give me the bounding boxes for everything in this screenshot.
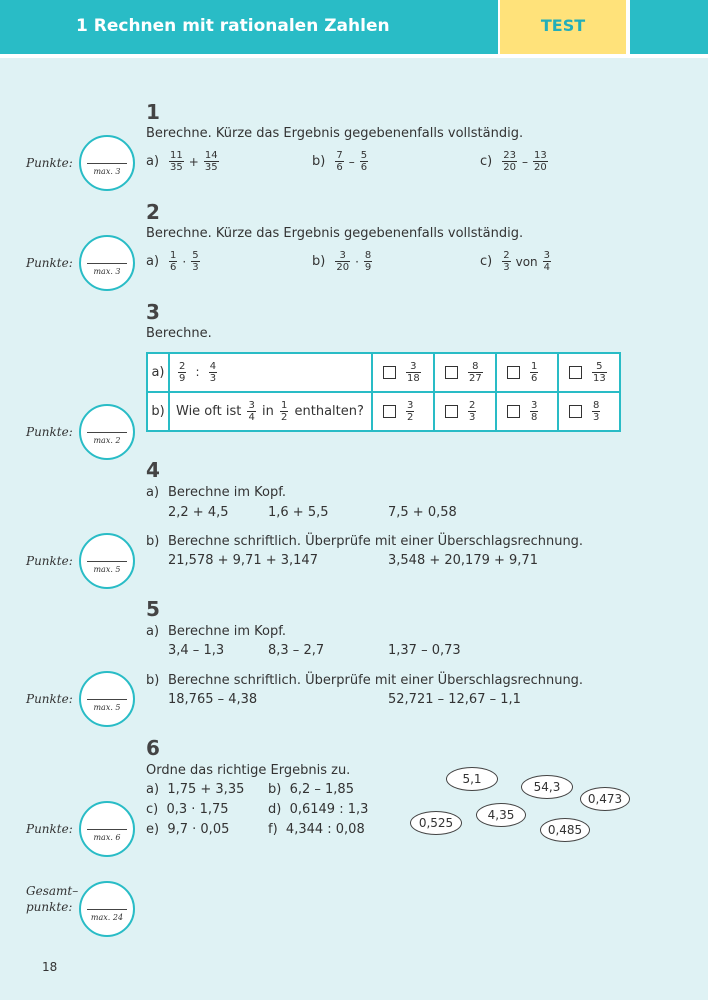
item-expression: 0,3 · 1,75 [166,802,229,817]
calc-item: 1,37 – 0,73 [388,643,461,658]
calc-item: 7,5 + 0,58 [388,505,457,520]
exercise-1b [312,150,370,173]
denominator: 6 [360,162,368,173]
denominator: 6 [170,262,177,273]
denominator: 4 [543,262,551,273]
denominator: 3 [593,412,600,423]
test-label: TEST [540,16,586,35]
task-number: 2 [146,200,160,224]
answer-option[interactable] [372,392,434,431]
calc-item: 3,548 + 20,179 + 9,71 [388,553,538,568]
numerator: 2 [469,400,476,411]
max-points: max. 2 [93,436,121,445]
max-points: max. 5 [93,703,121,712]
numerator: 3 [543,250,551,261]
table-row [147,353,620,392]
operator: – [521,154,528,169]
numerator: 5 [192,250,199,261]
fraction [543,250,551,273]
checkbox[interactable] [383,405,396,418]
max-points: max. 6 [93,833,121,842]
checkbox[interactable] [507,405,520,418]
checkbox[interactable] [507,366,520,379]
item-label: e) [146,822,160,837]
item-expression: 4,344 : 0,08 [285,822,365,837]
fraction [335,150,343,173]
multiple-choice-table [146,352,621,432]
item-label: c) [146,802,159,817]
fraction [280,400,288,423]
denominator: 35 [204,162,218,173]
denominator: 13 [593,373,606,384]
answer-option[interactable] [434,353,496,392]
points-line [87,432,127,433]
question-text: enthalten? [294,404,364,419]
operator: + [188,154,199,169]
numerator: 3 [410,361,417,372]
fraction [406,400,414,423]
exercise-label: b) [312,254,326,269]
operator: : [195,365,200,379]
denominator: 18 [407,373,420,384]
points-label: Punkte: [26,256,73,270]
denominator: 9 [364,262,372,273]
answer-option[interactable] [434,392,496,431]
numerator: 8 [593,400,600,411]
denominator: 20 [533,162,547,173]
points-line [87,829,127,830]
row-label: a) [147,353,169,392]
answer-option[interactable] [496,353,558,392]
exercise-label: a) [146,154,160,169]
task-instruction: Berechne. [146,326,212,341]
numerator: 1 [280,400,288,411]
exercise-label: c) [480,254,493,269]
numerator: 7 [336,150,343,161]
fraction [406,361,421,384]
numerator: 11 [170,150,183,161]
fraction [364,250,372,273]
calc-item: 2,2 + 4,5 [168,505,229,520]
fraction [530,361,538,384]
fraction [169,150,184,173]
points-line [87,561,127,562]
points-field[interactable] [79,404,135,460]
exercise-2c [480,250,553,273]
calc-item: 1,6 + 5,5 [268,505,329,520]
checkbox[interactable] [569,405,582,418]
calc-item: 18,765 – 4,38 [168,692,258,707]
calc-item: 8,3 – 2,7 [268,643,325,658]
numerator: 4 [209,361,217,372]
points-line [87,263,127,264]
calc-item: 21,578 + 9,71 + 3,147 [168,553,318,568]
item-label: b) [268,782,282,797]
fraction [592,361,607,384]
calc-item: 52,721 – 12,67 – 1,1 [388,692,521,707]
answer-option[interactable] [558,392,620,431]
task-number: 4 [146,458,160,482]
match-item [146,782,244,797]
total-points-label: punkte: [26,900,73,914]
fraction [335,250,350,273]
result-oval[interactable]: 54,3 [521,775,573,799]
exercise-2a [146,250,202,273]
item-expression: 9,7 · 0,05 [167,822,230,837]
points-line [87,699,127,700]
denominator: 2 [280,412,288,423]
exercise-label: c) [480,154,493,169]
question-cell [169,353,372,392]
numerator: 2 [179,361,186,372]
fraction [209,361,217,384]
points-line [87,909,127,910]
denominator: 3 [192,262,199,273]
numerator: 3 [531,400,538,411]
operator: · [182,254,187,269]
numerator: 8 [472,361,479,372]
task-number: 5 [146,597,160,621]
denominator: 3 [503,262,510,273]
task-instruction: Ordne das richtige Ergebnis zu. [146,763,351,778]
numerator: 1 [531,361,538,372]
denominator: 8 [531,412,538,423]
denominator: 4 [248,412,255,423]
fraction [502,250,510,273]
match-item [268,822,365,837]
subtask-text: Berechne schriftlich. Überprüfe mit einer Überschlagsrechnung. [168,534,584,549]
total-points-field[interactable] [79,881,135,937]
points-label: Punkte: [26,692,73,706]
points-line [87,163,127,164]
chapter-header [0,0,498,54]
fraction [178,361,186,384]
total-points-label: Gesamt– [26,884,79,898]
item-expression: 6,2 – 1,85 [289,782,354,797]
numerator: 3 [248,400,255,411]
points-field[interactable] [79,135,135,191]
exercise-label: a) [146,254,160,269]
fraction [204,150,219,173]
result-oval[interactable]: 0,525 [410,811,462,835]
max-points: max. 5 [93,565,121,574]
subtask-label: a) [146,624,160,639]
fraction [191,250,199,273]
fraction [468,400,476,423]
points-label: Punkte: [26,425,73,439]
points-field[interactable] [79,671,135,727]
exercise-2b [312,250,374,273]
chapter-title: 1 Rechnen mit rationalen Zahlen [76,16,390,36]
fraction [169,250,177,273]
denominator: 35 [170,162,183,173]
numerator: 3 [407,400,414,411]
denominator: 20 [336,262,350,273]
operator: · [355,254,359,269]
task-instruction: Berechne. Kürze das Ergebnis gegebenenfalls vollständig. [146,226,524,241]
denominator: 6 [336,162,343,173]
points-field[interactable] [79,235,135,291]
numerator: 3 [339,250,346,261]
numerator: 13 [533,150,547,161]
question-text: in [261,404,274,419]
operator: – [348,154,355,169]
checkbox[interactable] [445,405,458,418]
result-oval[interactable]: 4,35 [476,803,526,827]
numerator: 2 [503,250,510,261]
exercise-1a [146,150,221,173]
max-points: max. 3 [93,267,121,276]
subtask-text: Berechne schriftlich. Überprüfe mit einer Überschlagsrechnung. [168,673,584,688]
table-row [147,392,620,431]
content-panel [0,58,708,1000]
max-points: max. 3 [93,167,121,176]
answer-option[interactable] [496,392,558,431]
denominator: 27 [469,373,482,384]
numerator: 14 [204,150,218,161]
checkbox[interactable] [569,366,582,379]
fraction [360,150,368,173]
points-label: Punkte: [26,822,73,836]
subtask-label: b) [146,673,160,688]
answer-option[interactable] [558,353,620,392]
fraction [468,361,483,384]
item-label: a) [146,782,160,797]
page-number: 18 [42,960,58,974]
fraction [247,400,255,423]
match-item [268,802,368,817]
task-number: 3 [146,300,160,324]
points-label: Punkte: [26,156,73,170]
row-label: b) [147,392,169,431]
numerator: 1 [170,250,177,261]
operator: von [515,254,538,269]
fraction [502,150,517,173]
points-field[interactable] [79,801,135,857]
match-item [268,782,354,797]
numerator: 8 [364,250,372,261]
numerator: 5 [360,150,368,161]
fraction [592,400,600,423]
question-cell [169,392,372,431]
points-label: Punkte: [26,554,73,568]
calc-item: 3,4 – 1,3 [168,643,225,658]
item-expression: 0,6149 : 1,3 [289,802,369,817]
subtask-text: Berechne im Kopf. [168,624,286,639]
checkbox[interactable] [383,366,396,379]
result-oval[interactable]: 0,485 [540,818,590,842]
match-item [146,822,229,837]
denominator: 20 [503,162,516,173]
task-instruction: Berechne. Kürze das Ergebnis gegebenenfalls vollständig. [146,126,524,141]
result-oval[interactable]: 5,1 [446,767,498,791]
denominator: 2 [407,412,414,423]
numerator: 5 [596,361,603,372]
subtask-label: b) [146,534,160,549]
max-points: max. 24 [90,913,124,922]
header-bar-right [630,0,708,54]
question-text: Wie oft ist [176,404,242,419]
numerator: 23 [503,150,516,161]
checkbox[interactable] [445,366,458,379]
match-item [146,802,229,817]
points-field[interactable] [79,533,135,589]
result-oval[interactable]: 0,473 [580,787,630,811]
task-number: 6 [146,736,160,760]
test-tab [500,0,626,54]
task-number: 1 [146,100,160,124]
exercise-label: b) [312,154,326,169]
exercise-1c [480,150,550,173]
denominator: 9 [179,373,186,384]
fraction [533,150,548,173]
item-label: f) [268,822,278,837]
denominator: 3 [209,373,217,384]
fraction [530,400,538,423]
item-label: d) [268,802,282,817]
denominator: 6 [531,373,538,384]
subtask-label: a) [146,485,160,500]
answer-option[interactable] [372,353,434,392]
denominator: 3 [469,412,476,423]
item-expression: 1,75 + 3,35 [167,782,245,797]
subtask-text: Berechne im Kopf. [168,485,286,500]
